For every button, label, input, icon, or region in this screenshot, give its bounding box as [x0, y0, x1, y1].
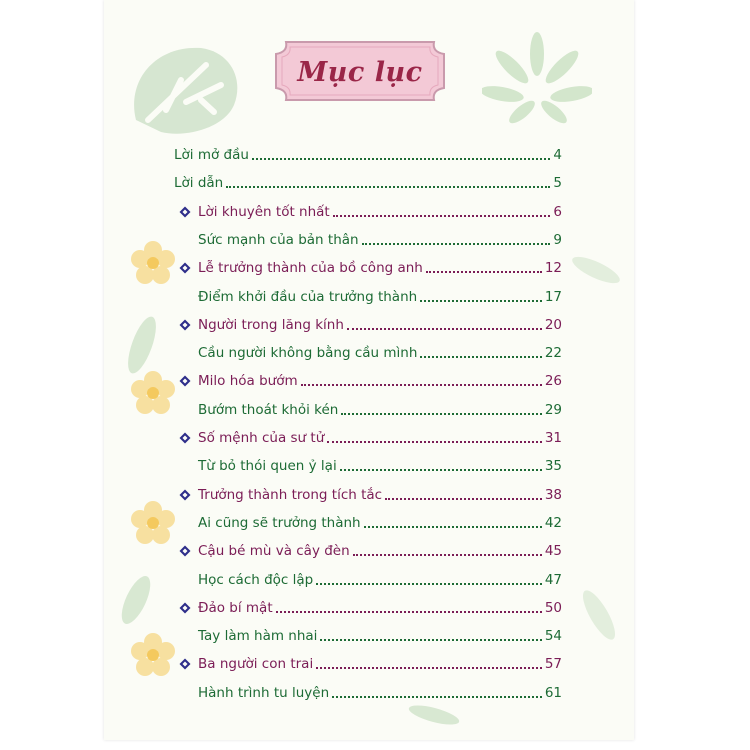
toc-entry-title: Hành trình tu luyện	[198, 684, 330, 701]
page-title: Mục lục	[297, 56, 423, 88]
toc-entry[interactable]	[198, 423, 562, 447]
dot-leader	[347, 328, 542, 330]
dot-leader	[316, 583, 542, 585]
toc-entry-page-number: 26	[544, 373, 562, 390]
toc-entry[interactable]	[198, 536, 562, 560]
toc-entry-title: Sức mạnh của bản thân	[198, 231, 359, 248]
table-of-contents	[104, 0, 634, 740]
toc-entry-title: Lời khuyên tốt nhất	[198, 203, 330, 220]
dot-leader	[420, 300, 542, 302]
toc-entry-page-number: 38	[544, 486, 562, 503]
dot-leader	[276, 611, 542, 613]
dot-leader	[301, 384, 542, 386]
diamond-bullet-icon	[179, 319, 191, 331]
dot-leader	[327, 441, 542, 443]
toc-entry-page-number: 31	[544, 430, 562, 446]
toc-entry[interactable]	[198, 649, 562, 673]
dot-leader	[320, 639, 541, 641]
toc-entry-page-number: 45	[544, 543, 562, 560]
toc-entry-title: Trưởng thành trong tích tắc	[198, 486, 383, 503]
book-page	[104, 0, 634, 740]
toc-entry-page-number: 35	[544, 458, 562, 475]
toc-entry-page-number: 9	[553, 231, 562, 248]
toc-entry[interactable]	[198, 678, 562, 702]
toc-entry-title: Cầu người không bằng cầu mình	[198, 345, 418, 362]
toc-entry-title: Từ bỏ thói quen ỷ lại	[198, 458, 337, 475]
toc-entry[interactable]	[198, 508, 562, 532]
dot-leader	[353, 554, 542, 556]
toc-entry[interactable]	[198, 480, 562, 504]
toc-entry-page-number: 4	[553, 147, 562, 163]
toc-entry-title: Đảo bí mật	[198, 599, 273, 616]
diamond-bullet-icon	[179, 375, 191, 387]
toc-entry[interactable]	[198, 451, 562, 475]
toc-entry[interactable]	[198, 225, 562, 249]
diamond-bullet-icon	[179, 658, 191, 670]
toc-entry-page-number: 47	[544, 571, 562, 588]
dot-leader	[332, 696, 542, 698]
toc-entry[interactable]	[198, 338, 562, 362]
toc-entry-page-number: 57	[544, 656, 562, 673]
toc-entry-page-number: 54	[544, 628, 562, 645]
dot-leader	[385, 498, 542, 500]
toc-entry-page-number: 5	[553, 175, 562, 192]
toc-entry-title: Số mệnh của sư tử	[198, 430, 325, 446]
toc-entry-title: Bướm thoát khỏi kén	[198, 401, 339, 418]
toc-entry-page-number: 50	[544, 599, 562, 616]
dot-leader	[333, 215, 551, 217]
diamond-bullet-icon	[179, 206, 191, 218]
toc-entry-page-number: 42	[544, 514, 562, 531]
toc-entry[interactable]	[198, 621, 562, 645]
toc-entry[interactable]	[174, 168, 562, 192]
toc-entry-page-number: 20	[544, 316, 562, 333]
toc-entry-title: Cậu bé mù và cây đèn	[198, 543, 350, 560]
diamond-bullet-icon	[179, 262, 191, 274]
dot-leader	[420, 356, 541, 358]
toc-entry[interactable]	[198, 253, 562, 277]
toc-entry-title: Lễ trưởng thành của bồ công anh	[198, 260, 423, 277]
diamond-bullet-icon	[179, 432, 191, 444]
dot-leader	[316, 667, 542, 669]
toc-entry[interactable]	[198, 593, 562, 617]
toc-entry-page-number: 29	[544, 401, 562, 418]
dot-leader	[341, 413, 541, 415]
toc-entry[interactable]	[174, 140, 562, 164]
dot-leader	[226, 186, 550, 188]
toc-entry-title: Điểm khởi đầu của trưởng thành	[198, 288, 418, 305]
dot-leader	[252, 158, 550, 160]
diamond-bullet-icon	[179, 545, 191, 557]
dot-leader	[340, 469, 542, 471]
toc-entry-title: Lời mở đầu	[174, 147, 249, 163]
toc-entry[interactable]	[198, 366, 562, 390]
dot-leader	[426, 271, 542, 273]
dot-leader	[364, 526, 542, 528]
toc-entry-page-number: 17	[544, 288, 562, 305]
toc-entry-title: Học cách độc lập	[198, 571, 314, 588]
toc-entry-title: Người trong lăng kính	[198, 316, 344, 333]
toc-entry-title: Milo hóa bướm	[198, 373, 298, 390]
toc-entry-page-number: 61	[544, 684, 562, 701]
toc-entry[interactable]	[198, 282, 562, 306]
toc-entry-page-number: 12	[544, 260, 562, 277]
toc-entry-title: Ai cũng sẽ trưởng thành	[198, 514, 361, 531]
dot-leader	[362, 243, 551, 245]
toc-entry-title: Ba người con trai	[198, 656, 314, 673]
toc-entry[interactable]	[198, 565, 562, 589]
diamond-bullet-icon	[179, 602, 191, 614]
toc-entry[interactable]	[198, 395, 562, 419]
toc-entry-title: Lời dẫn	[174, 175, 224, 192]
toc-entry[interactable]	[198, 310, 562, 334]
toc-entry-title: Tay làm hàm nhai	[198, 628, 318, 645]
diamond-bullet-icon	[179, 489, 191, 501]
toc-entry[interactable]	[198, 197, 562, 221]
toc-entry-page-number: 22	[544, 345, 562, 362]
toc-entry-page-number: 6	[553, 203, 562, 220]
